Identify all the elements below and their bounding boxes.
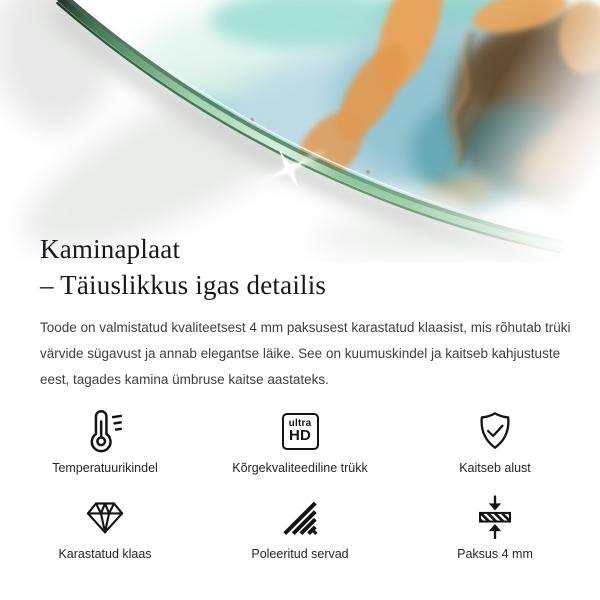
- feature-tempered-glass: [30, 493, 180, 561]
- thickness-icon: [475, 495, 515, 539]
- ultra-hd-top-text: ultra: [288, 418, 312, 429]
- diamond-icon: [85, 499, 125, 535]
- thermometer-icon: [84, 408, 126, 454]
- ultra-hd-icon: [282, 413, 319, 450]
- feature-label: Karastatud klaas: [58, 547, 152, 561]
- feature-temperature-resistant: [30, 407, 180, 475]
- product-description: Toode on valmistatud kvaliteetsest 4 mm paksusest karastatud klaasist, mis rõhutab trüki värvide sügavust ja annab elegantse läike. See on kuumuskindel ja kaitseb kahjustuste eest, tagades kamina ümbruse kaitse aastateks.: [40, 320, 571, 387]
- features-grid: [30, 407, 572, 561]
- feature-polished-edges: [180, 493, 420, 561]
- feature-thickness-4mm: [420, 493, 570, 561]
- page-title: [40, 231, 572, 303]
- feature-label: Poleeritud servad: [251, 547, 349, 561]
- feature-label: Kaitseb alust: [459, 461, 531, 475]
- feature-label: Temperatuurikindel: [52, 461, 158, 475]
- page-title-line1: Kaminaplaat: [40, 234, 181, 264]
- shield-check-icon: [474, 409, 516, 453]
- feature-ultra-hd-print: [180, 407, 420, 475]
- page-title-line2: – Täiuslikkus igas detailis: [40, 270, 327, 300]
- ultra-hd-bottom-text: HD: [288, 427, 312, 444]
- feature-protects-base: [420, 407, 570, 475]
- feature-label: Paksus 4 mm: [457, 547, 533, 561]
- polished-edges-icon: [282, 499, 318, 535]
- feature-label: Kõrgekvaliteediline trükk: [232, 461, 368, 475]
